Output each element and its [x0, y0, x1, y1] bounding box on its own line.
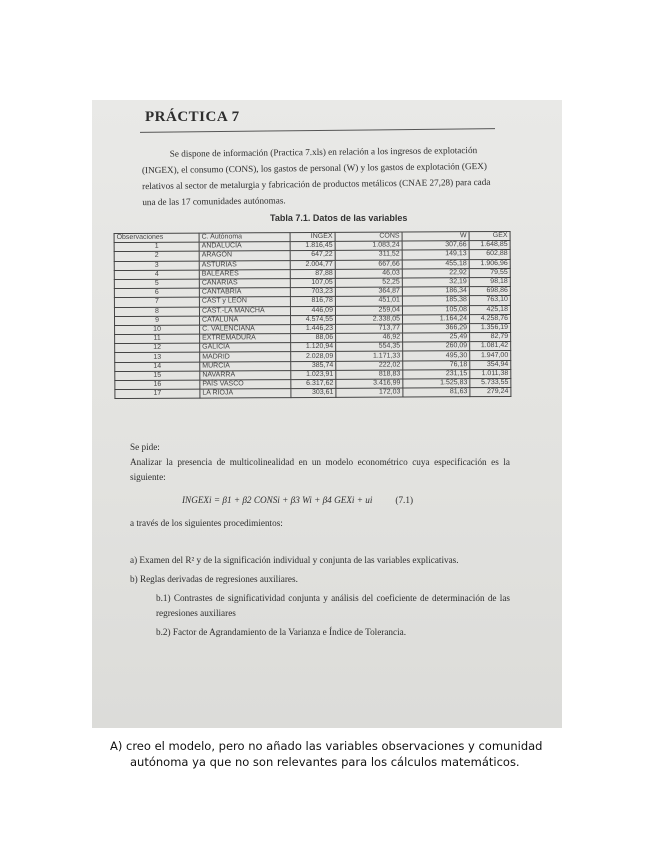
table-cell: 107,05 [290, 278, 335, 287]
table-cell: 366,29 [403, 324, 470, 334]
table-cell: 279,24 [470, 388, 511, 397]
table-cell: 7 [114, 297, 199, 307]
table-cell: NAVARRA [200, 370, 291, 380]
table-cell: 32,19 [402, 278, 469, 288]
table-cell: 1.081,42 [470, 342, 511, 351]
table-cell: MADRID [200, 352, 291, 362]
table-cell: 4.258,76 [469, 314, 510, 323]
table-cell: 1.164,24 [402, 314, 469, 324]
table-cell: 1.011,38 [470, 369, 511, 378]
table-cell: 13 [115, 353, 200, 363]
se-pide-label: Se pide: [130, 442, 160, 452]
item-b1: b.1) Contrastes de significatividad conjunta y análisis del coeficiente de determinación de las regresiones auxiliares [156, 593, 510, 618]
table-cell: 4 [114, 270, 199, 280]
table-cell: 1.356,19 [470, 323, 511, 332]
table-cell: 1.525,83 [403, 379, 470, 389]
table-cell: 82,79 [470, 333, 511, 342]
table-cell: GALICIA [200, 343, 291, 353]
answer-caption [110, 738, 570, 770]
procedimientos-text: a través de los siguientes procedimientos: [130, 518, 283, 528]
table-cell: CAST.-LA MANCHA [199, 306, 290, 316]
table-cell: PAÍS VASCO [200, 380, 291, 390]
table-header-cell: C. Autónoma [199, 233, 290, 243]
table-cell: 25,49 [403, 333, 470, 343]
table-cell: 364,87 [335, 287, 402, 297]
table-cell: 311,52 [335, 250, 402, 260]
table-cell: 667,66 [335, 260, 402, 270]
table-cell: ANDALUCÍA [199, 242, 290, 252]
table-header-cell: GEX [469, 231, 510, 240]
table-cell: 451,01 [335, 296, 402, 306]
table-cell: 703,23 [290, 288, 335, 297]
equation [182, 493, 510, 508]
table-cell: 495,30 [403, 351, 470, 361]
table-cell: 260,09 [403, 342, 470, 352]
table-cell: 1.083,24 [335, 241, 402, 251]
table-cell: 385,74 [291, 361, 336, 370]
table-cell: 46,03 [335, 269, 402, 279]
table-cell: 14 [115, 362, 200, 372]
item-a: a) Examen del R² y de la significación individual y conjunta de las variables explicativas. [130, 555, 459, 565]
table-row [115, 388, 511, 399]
table-cell: CAST y LEÓN [199, 297, 290, 307]
table-cell: 11 [115, 334, 200, 344]
table-cell: 1.120,94 [291, 343, 336, 352]
table-cell: 149,13 [402, 250, 469, 260]
table-cell: 2.338,05 [335, 315, 402, 325]
table-cell: BALEARES [199, 269, 290, 279]
table-cell: 172,03 [336, 388, 403, 398]
table-cell: 307,66 [402, 241, 469, 251]
table-cell: ASTURIAS [199, 260, 290, 270]
table-cell: 303,61 [291, 389, 336, 398]
table-cell: 354,94 [470, 360, 511, 369]
table-cell: 713,77 [336, 324, 403, 334]
table-cell: 12 [115, 343, 200, 353]
table-cell: 8 [114, 307, 199, 317]
equation-formula: INGEXi = β1 + β2 CONSi + β3 Wi + β4 GEXi + ui [182, 495, 373, 505]
table-cell: 1.816,45 [290, 242, 335, 251]
table-cell: 231,15 [403, 369, 470, 379]
table-cell: CATALUÑA [200, 315, 291, 325]
table-cell: 1.171,33 [336, 351, 403, 361]
caption-line-2: autónoma ya que no son relevantes para los cálculos matemáticos. [130, 755, 520, 769]
table-cell: 15 [115, 371, 200, 381]
table-cell: EXTREMADURA [200, 334, 291, 344]
table-cell: 10 [115, 325, 200, 335]
table-header-cell: W [402, 232, 469, 242]
table-cell: MURCIA [200, 361, 291, 371]
table-cell: 1.906,96 [469, 259, 510, 268]
table-cell: 46,92 [336, 333, 403, 343]
table-cell: 425,18 [469, 305, 510, 314]
table-cell: 79,55 [469, 268, 510, 277]
table-cell: 647,22 [290, 251, 335, 260]
table-cell: CANARIAS [199, 279, 290, 289]
table-cell: 6.317,62 [291, 379, 336, 388]
table-cell: 185,38 [402, 296, 469, 306]
table-cell: 1.648,85 [469, 241, 510, 250]
table-cell: 3.416,99 [336, 379, 403, 389]
table-cell: 2.028,09 [291, 352, 336, 361]
table-cell: ARAGÓN [199, 251, 290, 261]
table-cell: 554,35 [336, 342, 403, 352]
table-cell: 1.446,23 [291, 324, 336, 333]
table-cell: LA RIOJA [200, 389, 291, 399]
table-header-cell: INGEX [290, 232, 335, 241]
questions-section [130, 440, 510, 640]
table-cell: 87,88 [290, 269, 335, 278]
table-cell: 1.023,91 [291, 370, 336, 379]
page-title: PRÁCTICA 7 [145, 109, 240, 125]
table-cell: 455,18 [402, 259, 469, 269]
table-cell: 9 [115, 316, 200, 326]
table-cell: 105,08 [402, 305, 469, 315]
table-cell: 818,83 [336, 370, 403, 380]
item-b: b) Reglas derivadas de regresiones auxiliares. [130, 574, 298, 584]
table-cell: 22,92 [402, 268, 469, 278]
table-cell: 81,63 [403, 388, 470, 398]
table-cell: C. VALENCIANA [200, 324, 291, 334]
table-cell: 1.947,00 [470, 351, 511, 360]
table-cell: 446,09 [290, 306, 335, 315]
table-cell: 17 [115, 389, 200, 399]
table-cell: 5 [114, 279, 199, 289]
table-header-cell: Observaciones [114, 233, 199, 243]
table-cell: 98,18 [469, 277, 510, 286]
table-cell: 5.733,55 [470, 378, 511, 387]
table-cell: 222,02 [336, 361, 403, 371]
table-cell: 698,86 [469, 287, 510, 296]
table-header-cell: CONS [335, 232, 402, 242]
intro-paragraph: Se dispone de información (Practica 7.xls) en relación a los ingresos de explotación (INGEX), el consumo (CONS), los gastos de personal (W) y los gastos de explotación (GEX) relativos al sector de metalurgia y fabricación de productos metálicos (CNAE 27,28) para cada una de las 17 comunidades autónomas. [141, 145, 491, 208]
table-cell: 1 [114, 242, 199, 252]
table-cell: 6 [114, 288, 199, 298]
table-cell: 76,18 [403, 360, 470, 370]
table-cell: CANTABRIA [199, 288, 290, 298]
table-cell: 2.004,77 [290, 260, 335, 269]
table-cell: 186,34 [402, 287, 469, 297]
table-cell: 259,04 [335, 306, 402, 316]
table-cell: 52,25 [335, 278, 402, 288]
table-cell: 2 [114, 251, 199, 261]
table-cell: 602,88 [469, 250, 510, 259]
data-table [114, 231, 512, 399]
analizar-text: Analizar la presencia de multicolinealidad en un modelo econométrico cuya especificación es la siguiente: [130, 457, 510, 482]
table-cell: 816,78 [290, 297, 335, 306]
table-cell: 3 [114, 261, 199, 271]
table-cell: 763,10 [469, 296, 510, 305]
table-cell: 16 [115, 380, 200, 390]
table-caption: Tabla 7.1. Datos de las variables [270, 213, 408, 223]
table-cell: 88,06 [291, 333, 336, 342]
item-b2: b.2) Factor de Agrandamiento de la Varianza e Índice de Tolerancia. [156, 627, 407, 637]
table-cell: 4.574,55 [291, 315, 336, 324]
document-photo [92, 100, 562, 728]
title-divider [140, 128, 495, 133]
caption-line-1: A) creo el modelo, pero no añado las variables observaciones y comunidad [110, 739, 543, 753]
equation-number: (7.1) [395, 495, 414, 505]
